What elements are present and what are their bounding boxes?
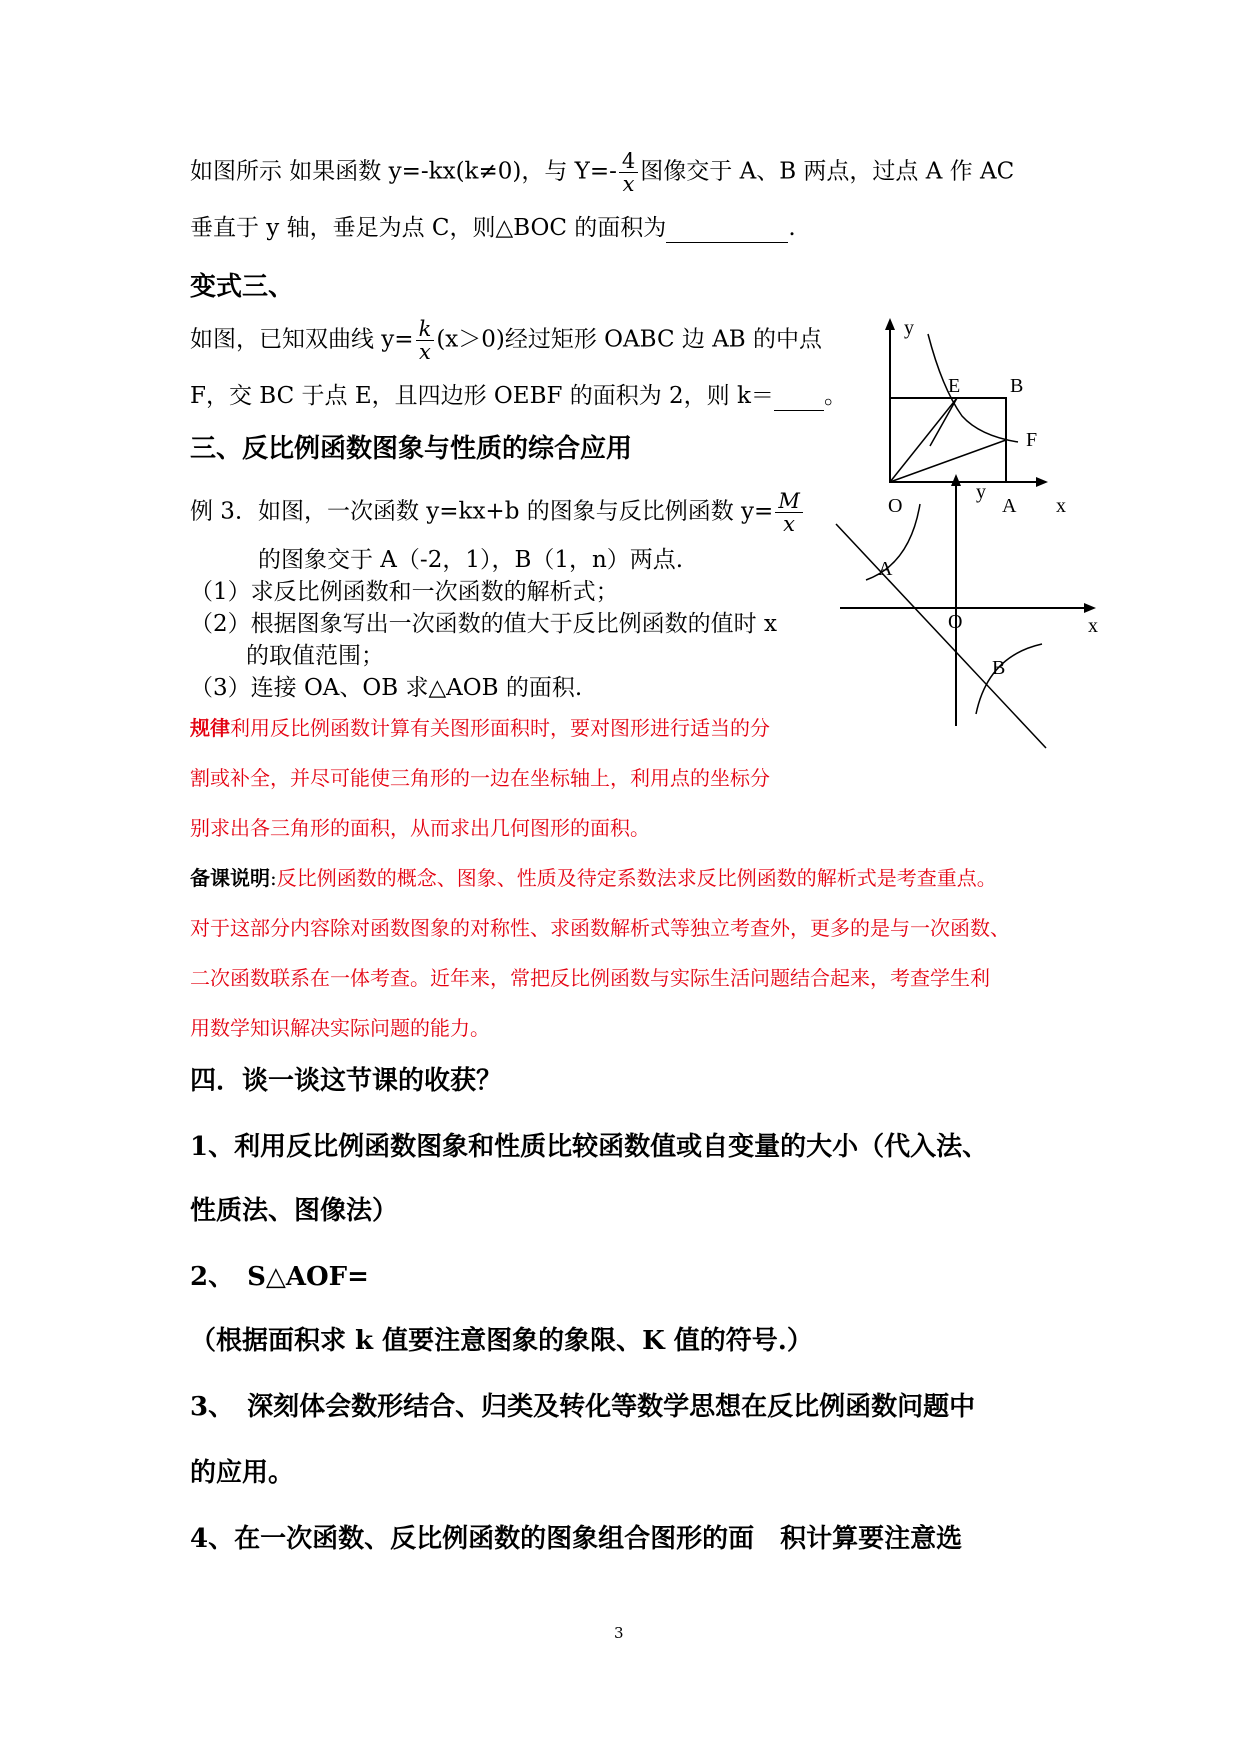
note-label: 备课说明 — [190, 866, 270, 890]
section3-heading: 三、反比例函数图象与性质的综合应用 — [190, 434, 633, 464]
section4-item3: 3、 深刻体会数形结合、归类及转化等数学思想在反比例函数问题中 — [190, 1392, 976, 1422]
figure1-label-x: x — [1056, 495, 1066, 517]
variant3-line2: F，交 BC 于点 E，且四边形 OEBF 的面积为 2，则 k＝ 。 — [190, 383, 847, 409]
example3-line1: 例 3．如图，一次函数 y=kx+b 的图象与反比例函数 y= $\frac{M}{x}$ — [190, 490, 805, 535]
figure1-label-A: A — [1002, 495, 1017, 517]
figure2-label-B: B — [992, 657, 1006, 679]
figure1-label-F: F — [1026, 429, 1038, 451]
section4-item1-cont: 性质法、图像法） — [190, 1196, 399, 1226]
rule-line1: 规律利用反比例函数计算有关图形面积时，要对图形进行适当的分 — [190, 716, 770, 740]
example3-line2: 的图象交于 A（-2，1），B（1，n）两点. — [258, 547, 684, 573]
answer-blank — [774, 382, 824, 411]
figure2-label-A: A — [878, 558, 893, 580]
rule-line2: 割或补全，并尽可能使三角形的一边在坐标轴上，利用点的坐标分 — [190, 766, 770, 790]
figure1-label-y: y — [904, 317, 914, 339]
variant3-heading: 变式三、 — [190, 272, 295, 302]
page-number: 3 — [614, 1624, 624, 1642]
note-line1: 备课说明:反比例函数的概念、图象、性质及待定系数法求反比例函数的解析式是考查重点。 — [190, 866, 997, 890]
note-line2: 对于这部分内容除对函数图象的对称性、求函数解析式等独立考查外，更多的是与一次函数、 — [190, 916, 1010, 940]
section4-item3-cont: 的应用。 — [190, 1458, 295, 1488]
figure1-label-O: O — [888, 495, 903, 517]
note-line3: 二次函数联系在一体考查。近年来，常把反比例函数与实际生活问题结合起来，考查学生利 — [190, 966, 990, 990]
example3-question1: （1）求反比例函数和一次函数的解析式； — [190, 579, 619, 605]
figure2-label-x: x — [1088, 615, 1098, 637]
section4-item1: 1、利用反比例函数图象和性质比较函数值或自变量的大小（代入法、 — [190, 1132, 989, 1162]
figure1-label-E: E — [948, 375, 961, 397]
variant3-line1: 如图，已知双曲线 y= $\frac{k}{x}$ (x＞0)经过矩形 OABC 边 AB 的中点 — [190, 317, 823, 364]
problem1-line1: 如图所示 如果函数 y=-kx(k≠0)，与 Y=- $\frac{4}{x}$ 图像交于 A、B 两点，过点 A 作 AC — [190, 149, 1015, 196]
problem1-line2: 垂直于 y 轴，垂足为点 C，则△BOC 的面积为 . — [190, 215, 796, 241]
example3-question2: （2）根据图象写出一次函数的值大于反比例函数的值时 x — [190, 611, 777, 637]
section4-item2-note: （根据面积求 k 值要注意图象的象限、K 值的符号.） — [190, 1326, 813, 1356]
example3-question2-cont: 的取值范围； — [246, 643, 384, 669]
section4-item2: 2、 S△AOF= — [190, 1262, 369, 1292]
figure1-label-B: B — [1010, 375, 1024, 397]
section4-heading: 四．谈一谈这节课的收获？ — [190, 1066, 503, 1096]
answer-blank — [666, 214, 788, 243]
rule-label: 规律 — [190, 716, 230, 740]
fraction-M-over-x: $\frac{M}{x}$ — [775, 490, 803, 535]
section4-item4: 4、在一次函数、反比例函数的图象组合图形的面 积计算要注意选 — [190, 1524, 963, 1554]
figure2-label-y: y — [976, 481, 986, 503]
rule-line3: 别求出各三角形的面积，从而求出几何图形的面积。 — [190, 816, 650, 840]
fraction-4-over-x: $\frac{4}{x}$ — [619, 150, 638, 195]
figure2-label-O: O — [948, 611, 963, 633]
fraction-k-over-x: $\frac{k}{x}$ — [416, 318, 435, 363]
figure-line-hyperbola — [830, 468, 1110, 758]
note-line4: 用数学知识解决实际问题的能力。 — [190, 1016, 490, 1040]
example3-question3: （3）连接 OA、OB 求△AOB 的面积. — [190, 675, 583, 701]
